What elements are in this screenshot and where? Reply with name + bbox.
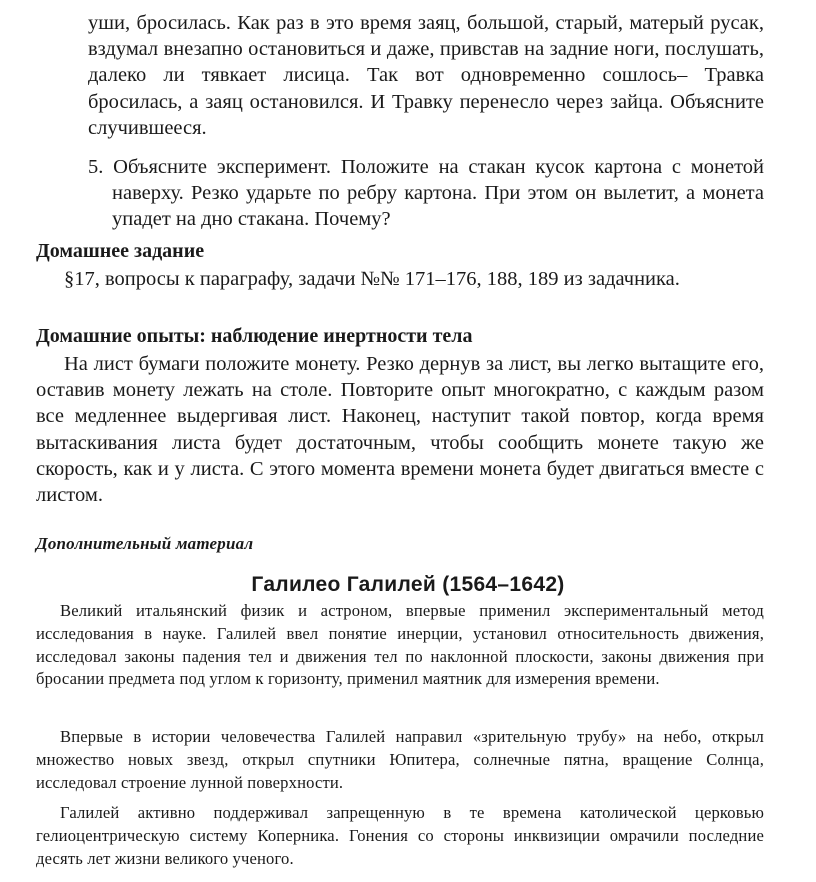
homework-heading: Домашнее задание (36, 240, 205, 262)
homework-text: §17, вопросы к параграфу, задачи №№ 171–176, 188, 189 из задачника. (64, 268, 680, 290)
home-experiments-heading: Домашние опыты: наблюдение инертности тела (36, 325, 473, 347)
continued-paragraph: уши, бросилась. Как раз в это время заяц, большой, старый, матерый русак, вздумал внезапно остановиться и даже, привстав на задние ноги, послушать, далеко ли тявкает лисица. Так вот одновременно сошлось– Травка бросилась, а заяц остановился. И Травку перенесло через зайца. Объясните случившееся. (88, 12, 764, 139)
home-experiments-text: На лист бумаги положите монету. Резко дернув за лист, вы легко вытащите его, оставив монету лежать на столе. Повторите опыт многократно, с каждым разом все медленнее выдергивая лист. Наконец, наступит такой повтор, когда время вытаскивания листа будет достаточным, чтобы сообщить монете такую же скорость, как и у листа. С этого момента времени монета будет двигаться вместе с листом. (36, 353, 764, 507)
galileo-paragraph-3: Галилей активно поддерживал запрещенную в те времена католической церковью гелиоцентрическую систему Коперника. Гонения со стороны инквизиции омрачили последние десять лет жизни великого ученого. (36, 803, 764, 868)
extra-material-label: Дополнительный материал (36, 534, 254, 553)
galileo-paragraph-1: Великий итальянский физик и астроном, впервые применил экспериментальный метод исследования в науке. Галилей ввел понятие инерции, установил относительность движения, исследовал законы падения тел и движения тел по наклонной плоскости, законы движения при бросании предмета под углом к горизонту, применил маятник для измерения времени. (36, 601, 764, 689)
question-5: 5. Объясните эксперимент. Положите на стакан кусок картона с монетой наверху. Резко ударьте по ребру картона. При этом он вылетит, а монета упадет на дно стакана. Почему? (88, 156, 764, 231)
galileo-paragraph-2: Впервые в истории человечества Галилей направил «зрительную трубу» на небо, открыл множество новых звезд, открыл спутники Юпитера, солнечные пятна, вращение Солнца, исследовал строение лунной поверхности. (36, 727, 764, 792)
galileo-title: Галилео Галилей (1564–1642) (251, 573, 565, 596)
